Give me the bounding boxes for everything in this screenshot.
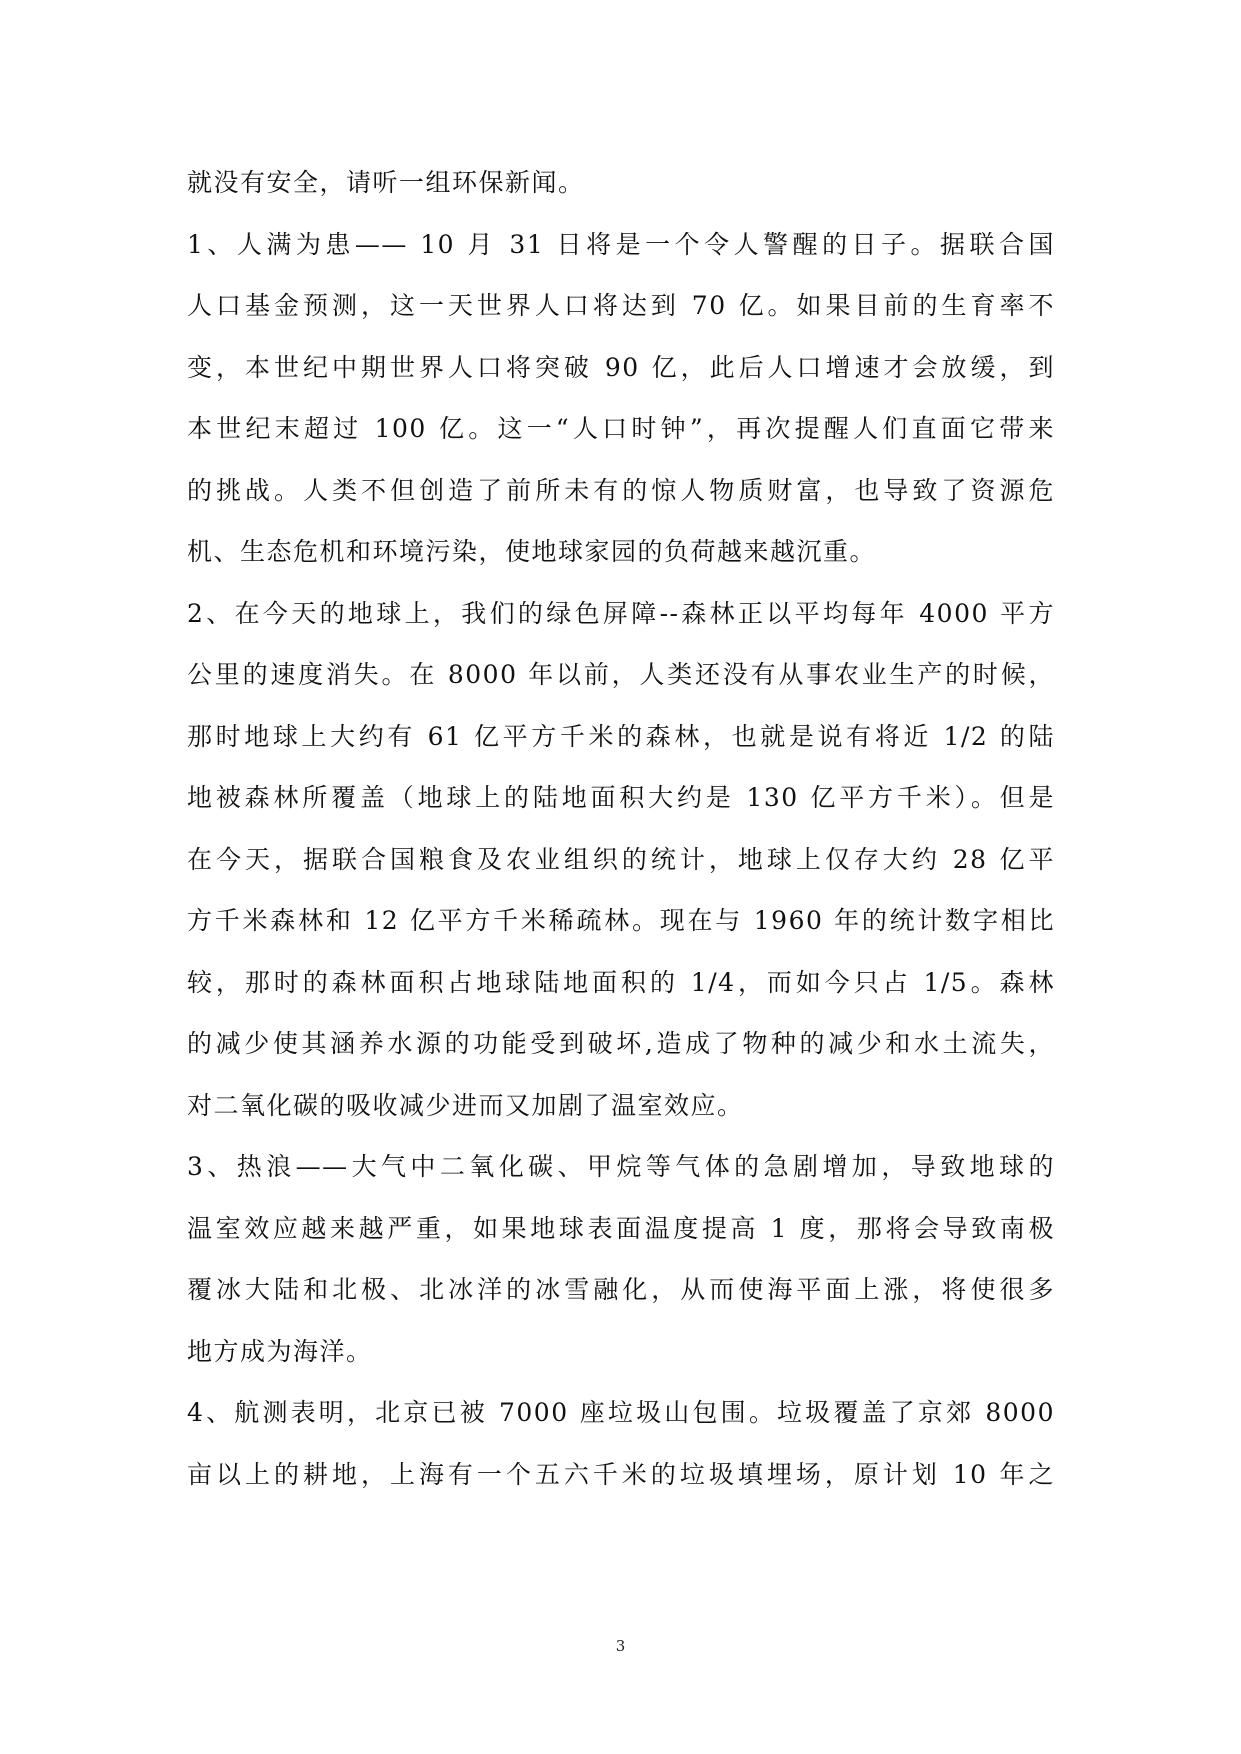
text-line: 变，本世纪中期世界人口将突破 90 亿，此后人口增速才会放缓，到: [187, 352, 1055, 382]
text-line: 4、航测表明，北京已被 7000 座垃圾山包围。垃圾覆盖了京郊 8000: [187, 1398, 1055, 1427]
text-line: 对二氧化碳的吸收减少进而又加剧了温室效应。: [187, 1090, 744, 1120]
text-line: 方千米森林和 12 亿平方千米稀疏林。现在与 1960 年的统计数字相比: [187, 906, 1055, 935]
text-line: 的挑战。人类不但创造了前所未有的惊人物质财富，也导致了资源危: [187, 475, 1055, 505]
text-line: 温室效应越来越严重，如果地球表面温度提高 1 度，那将会导致南极: [187, 1213, 1055, 1243]
text-line: 就没有安全，请听一组环保新闻。: [187, 168, 585, 197]
text-line: 亩以上的耕地，上海有一个五六千米的垃圾填埋场，原计划 10 年之: [187, 1459, 1055, 1489]
text-line: 1、人满为患—— 10 月 31 日将是一个令人警醒的日子。据联合国: [187, 229, 1055, 259]
page-number: 3: [615, 1637, 626, 1655]
text-line: 那时地球上大约有 61 亿平方千米的森林，也就是说有将近 1/2 的陆: [187, 721, 1055, 751]
body-text: [187, 152, 1055, 1505]
text-line: 3、热浪——大气中二氧化碳、甲烷等气体的急剧增加，导致地球的: [187, 1152, 1055, 1181]
text-line: 本世纪末超过 100 亿。这一“人口时钟”，再次提醒人们直面它带来: [187, 414, 1055, 443]
text-line: 2、在今天的地球上，我们的绿色屏障--森林正以平均每年 4000 平方: [187, 598, 1055, 628]
text-line: 机、生态危机和环境污染，使地球家园的负荷越来越沉重。: [187, 537, 877, 566]
text-line: 地方成为海洋。: [187, 1336, 373, 1366]
text-line: 覆冰大陆和北极、北冰洋的冰雪融化，从而使海平面上涨，将使很多: [187, 1275, 1055, 1304]
text-line: 在今天，据联合国粮食及农业组织的统计，地球上仅存大约 28 亿平: [187, 844, 1055, 874]
text-line: 公里的速度消失。在 8000 年以前，人类还没有从事农业生产的时候，: [187, 660, 1055, 689]
text-line: 较，那时的森林面积占地球陆地面积的 1/4，而如今只占 1/5。森林: [187, 967, 1055, 997]
text-line: 地被森林所覆盖（地球上的陆地面积大约是 130 亿平方千米）。但是: [187, 783, 1055, 812]
text-line: 人口基金预测，这一天世界人口将达到 70 亿。如果目前的生育率不: [187, 291, 1055, 320]
text-line: 的减少使其涵养水源的功能受到破坏,造成了物种的减少和水土流失，: [187, 1029, 1055, 1058]
